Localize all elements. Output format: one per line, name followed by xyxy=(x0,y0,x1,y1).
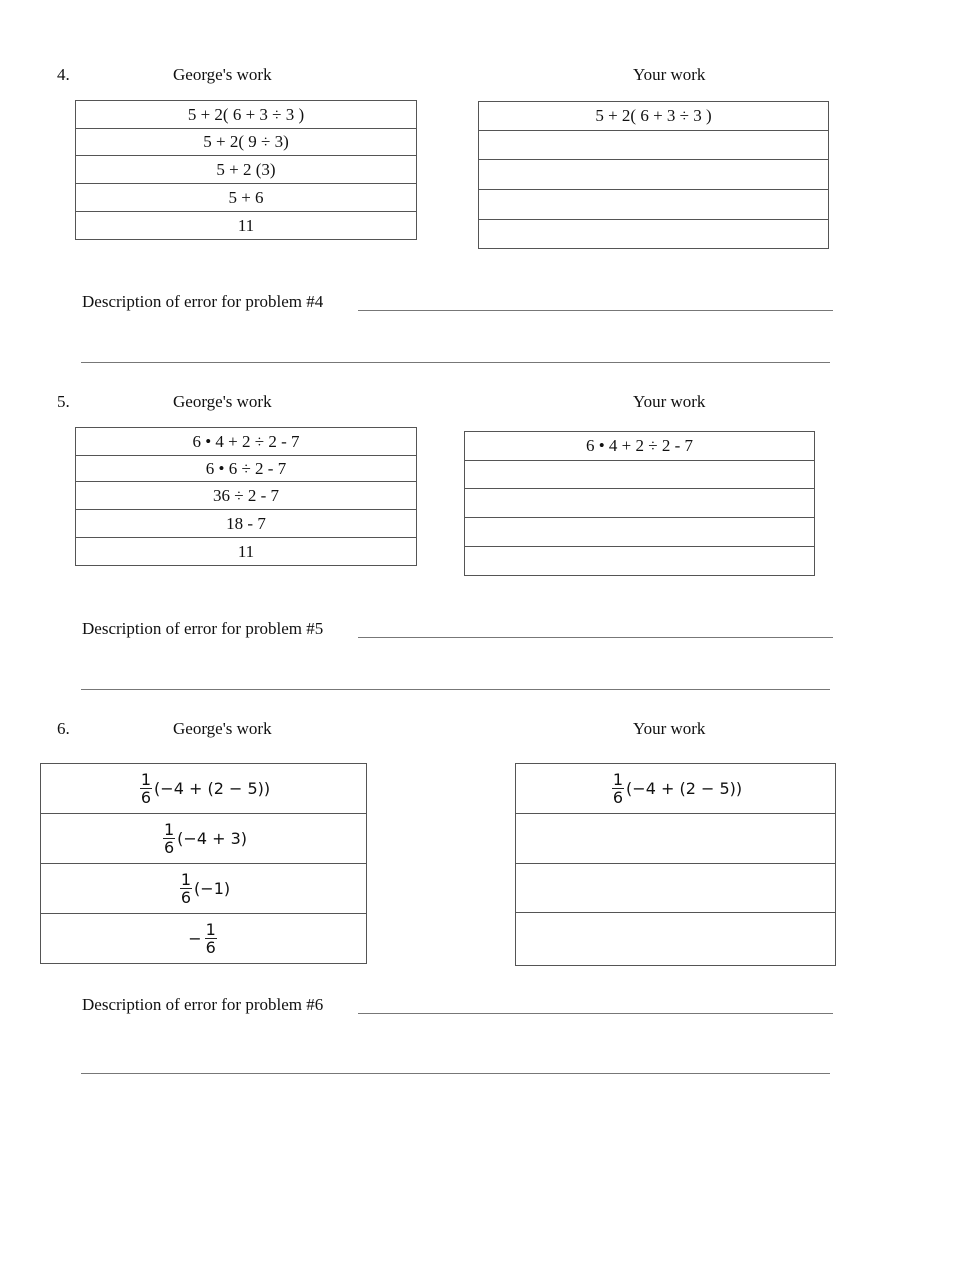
your-step-input[interactable] xyxy=(479,160,829,190)
george-step xyxy=(41,814,367,864)
problem-6-description-line-1[interactable] xyxy=(358,1013,833,1014)
problem-6-your-label: Your work xyxy=(633,719,706,738)
george-step: 11 xyxy=(76,212,417,240)
problem-6-description-label: Description of error for problem #6 xyxy=(82,995,324,1014)
george-step: 18 - 7 xyxy=(76,510,417,538)
your-step-input[interactable] xyxy=(465,518,815,547)
problem-4-your-table xyxy=(478,101,829,249)
your-step-input[interactable] xyxy=(516,864,836,913)
fraction: $\frac{1}{6}$ xyxy=(205,920,216,957)
fraction: $\frac{1}{6}$ xyxy=(180,870,192,907)
problem-6-number: 6. xyxy=(57,719,70,738)
george-step: 36 ÷ 2 - 7 xyxy=(76,482,417,510)
george-step: 6 • 6 ÷ 2 - 7 xyxy=(76,456,417,482)
problem-6-george-label: George's work xyxy=(173,719,272,738)
george-step xyxy=(41,764,367,814)
your-step-input[interactable] xyxy=(479,131,829,160)
george-step: 5 + 6 xyxy=(76,184,417,212)
george-step: 5 + 2( 6 + 3 ÷ 3 ) xyxy=(76,101,417,129)
problem-4-number: 4. xyxy=(57,65,70,84)
problem-6-george-table xyxy=(40,763,367,964)
your-step-given xyxy=(516,764,836,814)
your-step-input[interactable] xyxy=(479,220,829,249)
fraction: $\frac{1}{6}$ xyxy=(163,820,175,857)
problem-4-george-table xyxy=(75,100,417,240)
problem-5-description-line-2[interactable] xyxy=(81,689,830,690)
math-expression: $\frac{1}{6}$ (−1) xyxy=(180,870,231,907)
problem-5-description-label: Description of error for problem #5 xyxy=(82,619,324,638)
fraction: $\frac{1}{6}$ xyxy=(612,770,624,807)
problem-4-george-label: George's work xyxy=(173,65,272,84)
fraction: $\frac{1}{6}$ xyxy=(140,770,152,807)
your-step-input[interactable] xyxy=(465,489,815,518)
problem-4-your-label: Your work xyxy=(633,65,706,84)
math-expression: − $\frac{1}{6}$ xyxy=(188,920,216,957)
your-step-input[interactable] xyxy=(465,461,815,489)
george-step: 5 + 2 (3) xyxy=(76,156,417,184)
george-step xyxy=(41,914,367,964)
your-step-input[interactable] xyxy=(479,190,829,220)
problem-4-description-line-1[interactable] xyxy=(358,310,833,311)
your-step-given: 5 + 2( 6 + 3 ÷ 3 ) xyxy=(479,102,829,131)
problem-4-description-label: Description of error for problem #4 xyxy=(82,292,324,311)
math-expression: $\frac{1}{6}$ (−4 + (2 − 5)) xyxy=(140,770,271,807)
problem-5-george-label: George's work xyxy=(173,392,272,411)
problem-5-description-line-1[interactable] xyxy=(358,637,833,638)
your-step-input[interactable] xyxy=(516,814,836,864)
your-step-input[interactable] xyxy=(516,913,836,966)
problem-4-description-line-2[interactable] xyxy=(81,362,830,363)
your-step-input[interactable] xyxy=(465,547,815,576)
math-expression: $\frac{1}{6}$ (−4 + 3) xyxy=(163,820,247,857)
problem-5-number: 5. xyxy=(57,392,70,411)
problem-5-george-table xyxy=(75,427,417,566)
problem-6-your-table xyxy=(515,763,836,966)
george-step xyxy=(41,864,367,914)
problem-5-your-label: Your work xyxy=(633,392,706,411)
problem-6-description-line-2[interactable] xyxy=(81,1073,830,1074)
math-expression: $\frac{1}{6}$ (−4 + (2 − 5)) xyxy=(612,770,743,807)
george-step: 6 • 4 + 2 ÷ 2 - 7 xyxy=(76,428,417,456)
your-step-given: 6 • 4 + 2 ÷ 2 - 7 xyxy=(465,432,815,461)
george-step: 11 xyxy=(76,538,417,566)
george-step: 5 + 2( 9 ÷ 3) xyxy=(76,129,417,156)
problem-5-your-table xyxy=(464,431,815,576)
